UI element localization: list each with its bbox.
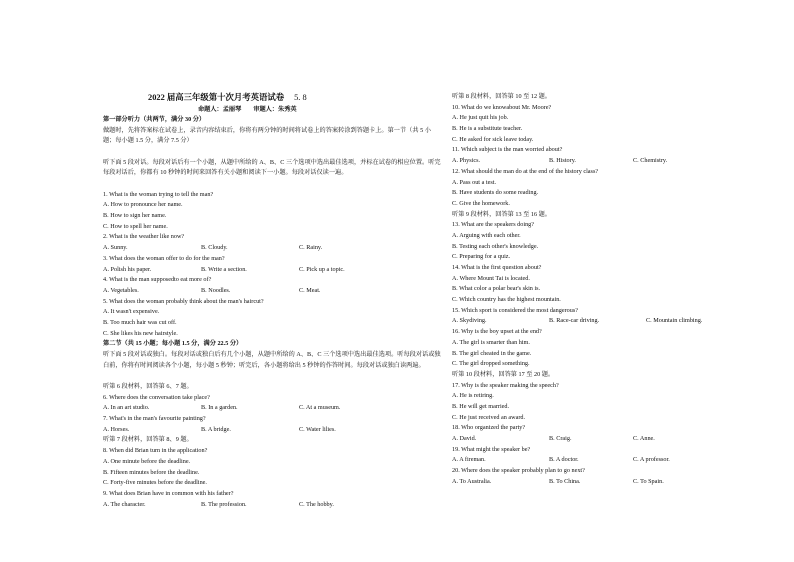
q2-option-b: B. Cloudy. [201, 244, 228, 252]
question-11: 11. Which subject is the man worried about? [452, 146, 563, 154]
q17-option-a: A. He is retiring. [452, 392, 494, 400]
q11-option-b: B. History. [549, 157, 576, 165]
q15-option-b: B. Race-car driving. [549, 317, 600, 325]
reviewer: 审题人：朱秀英 [253, 106, 297, 113]
q6-option-a: A. In an art studio. [103, 404, 150, 412]
q9-option-a: A. The character. [103, 500, 146, 508]
question-9: 9. What does Brian have in common with his father? [103, 489, 234, 497]
q13-option-c: C. Preparing for a quiz. [452, 253, 511, 261]
question-14: 14. What is the first question about? [452, 264, 542, 271]
q2-option-a: A. Sunny. [103, 244, 128, 252]
q20-option-c: C. To Spain. [633, 477, 664, 485]
q5-option-b: B. Too much hair was cut off. [103, 318, 177, 326]
q4-options [103, 286, 443, 297]
q4-option-b: B. Noodles. [201, 286, 231, 294]
material-10-heading: 听第 10 段材料，回答第 17 至 20 题。 [452, 370, 555, 378]
q16-option-a: A. The girl is smarter than him. [452, 338, 530, 346]
q7-option-c: C. Water lilies. [299, 425, 336, 433]
exam-title-text: 2022 届高三年级第十次月考英语试卷 [148, 93, 285, 102]
authors-line [103, 104, 443, 115]
q6-option-c: C. At a museum. [299, 404, 341, 412]
question-18: 18. Who organized the party? [452, 424, 526, 432]
q2-options [103, 243, 443, 254]
q14-option-a: A. Where Mount Tai is located. [452, 274, 530, 282]
q3-options [103, 265, 443, 276]
q19-option-a: A. A fireman. [452, 456, 486, 464]
part1-instructions: 听下面 5 段对话。每段对话后有一个小题，从题中所给的 A、B、C 三个选项中选出最佳选项，并标在试卷的相应位置。听完每段对话后，你都有 10 秒钟的时间来回答有关小题和阅读下一小题。每段对话仅读一遍。 [103, 158, 441, 177]
part2-heading: 第二节（共 15 小题；每小题 1.5 分，满分 22.5 分） [103, 340, 243, 348]
question-13: 13. What are the speakers doing? [452, 221, 535, 229]
material-9-heading: 听第 9 段材料，回答第 13 至 16 题。 [452, 210, 551, 218]
q18-option-a: A. David. [452, 435, 477, 442]
q9-options [103, 500, 443, 511]
exam-date: 5. 8 [294, 93, 307, 102]
q14-option-c: C. Which country has the highest mountain. [452, 296, 561, 304]
q4-option-a: A. Vegetables. [103, 286, 139, 294]
q9-option-b: B. The profession. [201, 500, 247, 508]
q6-option-b: B. In a garden. [201, 404, 238, 412]
question-10: 10. What do we knowabout Mr. Moore? [452, 103, 552, 111]
q10-option-c: C. He asked for sick leave today. [452, 135, 534, 143]
q13-option-a: A. Arguing with each other. [452, 231, 521, 239]
question-5: 5. What does the woman probably think about the man's haircut? [103, 297, 264, 305]
question-12: 12. What should the man do at the end of the history class? [452, 167, 599, 175]
q7-option-a: A. Horses. [103, 425, 130, 433]
author: 命题人：孟丽琴 [198, 106, 242, 113]
q18-option-b: B. Craig. [549, 435, 572, 442]
q12-option-b: B. Have students do some reading. [452, 189, 539, 197]
q14-option-b: B. What color a polar bear's skin is. [452, 285, 541, 293]
q19-option-c: C. A professor. [633, 456, 670, 464]
q3-option-c: C. Pick up a topic. [299, 265, 345, 273]
question-6: 6. Where does the conversation take place? [103, 393, 210, 401]
q5-option-c: C. She likes his new hairstyle. [103, 329, 178, 337]
question-1: 1. What is the woman trying to tell the man? [103, 190, 214, 198]
question-2: 2. What is the weather like now? [103, 233, 185, 241]
q16-option-b: B. The girl cheated in the game. [452, 349, 532, 357]
q11-option-c: C. Chemistry. [633, 157, 668, 165]
q3-option-a: A. Polish his paper. [103, 265, 152, 273]
q15-options [452, 316, 792, 327]
question-3: 3. What does the woman offer to do for the man? [103, 254, 225, 262]
left-column [103, 92, 443, 510]
q10-option-a: A. He just quit his job. [452, 114, 509, 122]
part2-instructions: 听下面 5 段对话或独白。每段对话或独白后有几个小题，从题中所给的 A、B、C 三个选项中选出最佳选项。听每段对话或独白前，你将有时间阅读各个小题，每小题 5 秒钟；听完后，各小题将给出 5 秒钟的作答时间。每段对话或独白读两遍。 [103, 351, 441, 369]
q1-option-b: B. How to sign her name. [103, 212, 167, 220]
q10-option-b: B. He is a substitute teacher. [452, 125, 523, 133]
q18-options [452, 434, 792, 445]
material-6-heading: 听第 6 段材料，回答第 6、7 题。 [103, 383, 193, 390]
q7-option-b: B. A bridge. [201, 425, 231, 433]
q8-option-c: C. Forty-five minutes before the deadline. [103, 479, 207, 487]
q1-option-c: C. How to spell her name. [103, 222, 168, 230]
exam-title [103, 92, 443, 104]
material-7-heading: 听第 7 段材料，回答第 8、9 题。 [103, 436, 193, 444]
q12-option-a: A. Pass out a test. [452, 178, 496, 186]
q9-option-c: C. The hobby. [299, 500, 334, 508]
q20-option-b: B. To China. [549, 477, 581, 485]
question-16: 16. Why is the boy upset at the end? [452, 328, 542, 336]
question-15: 15. Which sport is considered the most dangerous? [452, 306, 579, 314]
q17-option-c: C. He just received an award. [452, 413, 526, 421]
q13-option-b: B. Testing each other's knowledge. [452, 242, 539, 250]
q2-option-c: C. Rainy. [299, 244, 323, 252]
q15-option-c: C. Mountain climbing. [646, 317, 703, 325]
question-19: 19. What might the speaker be? [452, 445, 531, 453]
q20-options [452, 477, 792, 488]
part1-intro: 做题时，先将答案标在试卷上，录音内容结束后，你将有两分钟的时间将试卷上的答案转涂到答题卡上。第一节（共 5 小题；每小题 1.5 分，满分 7.5 分） [103, 126, 431, 145]
q11-option-a: A. Physics. [452, 157, 481, 165]
question-7: 7. What's in the man's favourite painting? [103, 415, 206, 423]
question-8: 8. When did Brian turn in the application? [103, 447, 208, 455]
q18-option-c: C. Anne. [633, 435, 655, 442]
q1-option-a: A. How to pronounce her name. [103, 201, 183, 209]
q4-option-c: C. Meat. [299, 286, 321, 294]
q8-option-a: A. One minute before the deadline. [103, 457, 191, 465]
q19-options [452, 455, 792, 466]
q3-option-b: B. Write a section. [201, 265, 247, 273]
right-column [452, 92, 792, 487]
q8-option-b: B. Fifteen minutes before the deadline. [103, 468, 200, 476]
q20-option-a: A. To Australia. [452, 477, 492, 485]
q12-option-c: C. Give the homework. [452, 199, 510, 207]
q16-option-c: C. The girl dropped something. [452, 360, 530, 368]
q5-option-a: A. It wasn't expensive. [103, 308, 160, 316]
q17-option-b: B. He will get married. [452, 402, 510, 410]
q19-option-b: B. A doctor. [549, 456, 579, 464]
question-4: 4. What is the man supposedto eat more of? [103, 276, 212, 284]
material-8-heading: 听第 8 段材料，回答第 10 至 12 题。 [452, 93, 551, 100]
q11-options [452, 156, 792, 167]
part1-heading: 第一部分听力（共两节，满分 30 分） [103, 116, 206, 123]
q7-options [103, 425, 443, 436]
question-20: 20. Where does the speaker probably plan to go next? [452, 467, 585, 475]
q6-options [103, 403, 443, 414]
q15-option-a: A. Skydiving. [452, 317, 487, 325]
question-17: 17. Why is the speaker making the speech? [452, 381, 559, 389]
